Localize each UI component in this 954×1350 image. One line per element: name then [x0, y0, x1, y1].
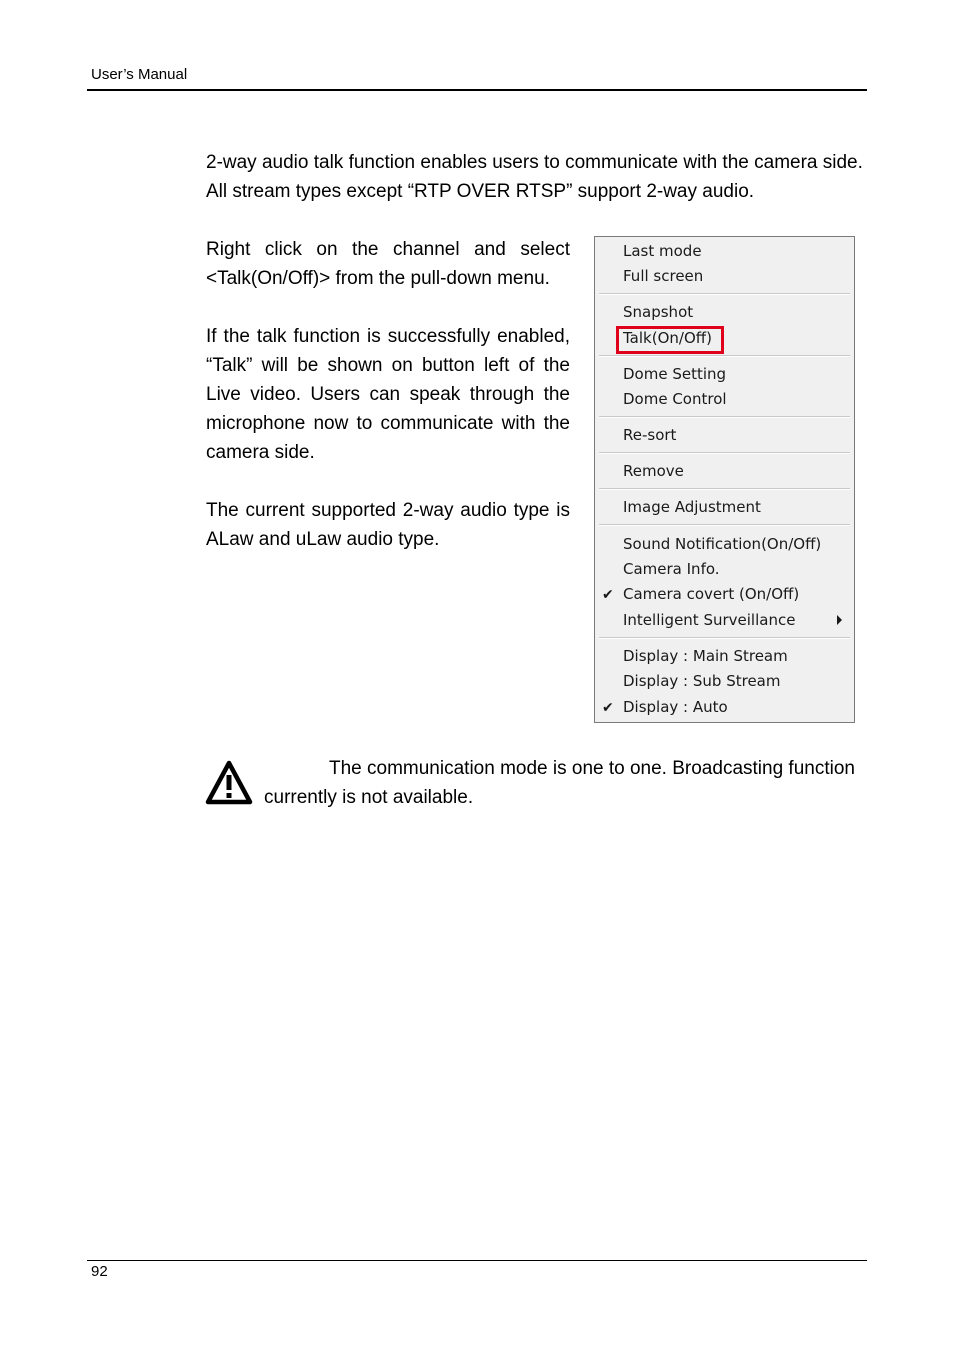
note-text: The communication mode is one to one. Broadcasting function currently is not available. — [264, 758, 855, 808]
intro-section — [206, 148, 876, 206]
instruction-paragraph-1: Right click on the channel and select <Talk(On/Off)> from the pull-down menu. — [206, 239, 570, 289]
menu-item-display-auto[interactable]: Display : Auto — [623, 698, 728, 716]
menu-separator — [599, 637, 850, 639]
menu-separator — [599, 488, 850, 490]
menu-item-display-sub-stream[interactable]: Display : Sub Stream — [623, 672, 781, 690]
menu-item-full-screen[interactable]: Full screen — [623, 267, 704, 285]
menu-item-image-adjustment[interactable]: Image Adjustment — [623, 498, 761, 516]
intro-line-1: 2-way audio talk function enables users to communicate with the camera side. — [206, 152, 863, 173]
instruction-paragraph-2: If the talk function is successfully enabled, “Talk” will be shown on button left of the Live video. Users can speak through the microphone now to communicate with the camera side. — [206, 326, 570, 463]
page-number: 92 — [91, 1263, 108, 1280]
menu-item-display-main-stream[interactable]: Display : Main Stream — [623, 647, 788, 665]
menu-item-last-mode[interactable]: Last mode — [623, 242, 702, 260]
instructions-column — [206, 235, 570, 583]
channel-context-menu — [594, 236, 855, 723]
menu-item-sound-notification[interactable]: Sound Notification(On/Off) — [623, 535, 822, 553]
note-section — [264, 754, 874, 812]
submenu-arrow-icon — [837, 615, 842, 625]
intro-line-2: All stream types except “RTP OVER RTSP” support 2-way audio. — [206, 181, 755, 202]
menu-item-talk[interactable]: Talk(On/Off) — [623, 329, 712, 347]
menu-item-remove[interactable]: Remove — [623, 462, 684, 480]
menu-item-camera-info[interactable]: Camera Info. — [623, 560, 720, 578]
menu-item-camera-covert[interactable]: Camera covert (On/Off) — [623, 585, 800, 603]
talk-highlight-box — [616, 326, 724, 354]
menu-item-dome-setting[interactable]: Dome Setting — [623, 365, 727, 383]
footer-rule — [87, 1260, 867, 1261]
menu-separator — [599, 293, 850, 295]
menu-separator — [599, 452, 850, 454]
menu-separator — [599, 524, 850, 526]
header-rule — [87, 89, 867, 91]
menu-item-snapshot[interactable]: Snapshot — [623, 303, 694, 321]
warning-triangle-icon — [205, 760, 253, 806]
menu-separator — [599, 416, 850, 418]
menu-item-intelligent-surveillance[interactable]: Intelligent Surveillance — [623, 611, 796, 629]
checkmark-icon: ✔ — [602, 587, 614, 603]
instruction-paragraph-3: The current supported 2-way audio type is ALaw and uLaw audio type. — [206, 500, 570, 550]
menu-item-re-sort[interactable]: Re-sort — [623, 426, 677, 444]
checkmark-icon: ✔ — [602, 700, 614, 716]
menu-separator — [599, 355, 850, 357]
menu-item-dome-control[interactable]: Dome Control — [623, 390, 727, 408]
running-header: User’s Manual — [91, 66, 188, 83]
